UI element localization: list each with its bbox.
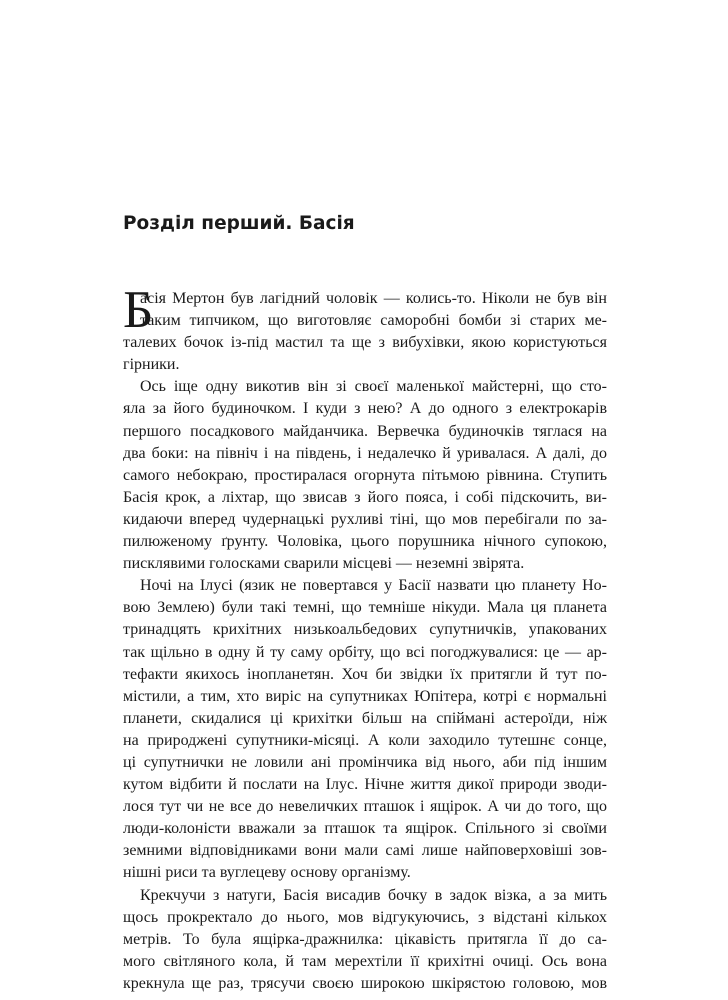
text-line: таким типчиком, що виготовляє саморобні бомби зі старих ме- (140, 312, 607, 330)
text-line: першого посадкового майданчика. Вервечка будиночків тяглася на (123, 422, 607, 440)
text-line: вою Землею) були такі темні, що темніше нікуди. Мала ця планета (123, 599, 607, 617)
text-line: містили, а тим, хто виріс на супутниках Юпітера, котрі є нормальні (123, 687, 607, 705)
text-line: гірники. (123, 356, 180, 374)
chapter-title: Розділ перший. Басія (123, 213, 355, 234)
text-line: кидаючи вперед чудернацькі рухливі тіні, що мов перебігали по за- (123, 510, 607, 528)
text-line: яла за його будиночком. І куди з нею? А до одного з електрокарів (123, 400, 607, 418)
text-line: Крекчучи з натуги, Басія висадив бочку в задок візка, а за мить (140, 886, 607, 904)
text-line: кутом відбити й послати на Ілус. Нічне життя дикої природи зводи- (123, 776, 607, 794)
text-line: земними відповідниками вони мали самі лише найповерховіші зов- (123, 842, 607, 860)
text-line: Ночі на Ілусі (язик не повертався у Басії назвати цю планету Но- (140, 577, 607, 595)
text-line: Басія крок, а ліхтар, що звисав з його пояса, і собі підскочить, ви- (123, 488, 607, 506)
text-line: пилюженому ґрунту. Чоловіка, цього порушника нічного супокою, (123, 533, 607, 551)
text-line: метрів. То була ящірка-дражнилка: цікавість притягла її до са- (123, 930, 607, 948)
text-line: самого небокраю, простиралася огорнута пітьмою рівнина. Ступить (123, 466, 607, 484)
text-line: так щільно в одну й ту саму орбіту, що всі погоджувалися: це — ар- (123, 643, 607, 661)
text-line: крекнула ще раз, трясучи своєю широкою шкірястою головою, мов (123, 974, 607, 992)
text-line: планети, скидалися ці крихітки більш на спіймані астероїди, ніж (123, 709, 607, 727)
text-line: ці супутнички не ловили ані промінчика від нього, аби під іншим (123, 753, 607, 771)
text-line: нішні риси та вуглецеву основу організму. (123, 864, 411, 882)
text-line: люди-колоністи вважали за пташок та ящірок. Спільного зі своїми (123, 820, 607, 838)
text-line: писклявими голосками сварили місцеві — неземні звірята. (123, 555, 525, 573)
text-line: лося тут чи не все до невеличких пташок і ящірок. А чи до того, що (123, 798, 607, 816)
text-line: тефакти якихось інопланетян. Хоч би звідки їх притягли й тут по- (123, 665, 607, 683)
text-line: мого світляного кола, й там мерехтіли її крихітні очиці. Ось вона (123, 952, 607, 970)
text-line: талевих бочок із-під мастил та ще з вибухівки, якою користуються (123, 334, 607, 352)
text-line: тринадцять крихітних низькоальбедових супутничків, упакованих (123, 621, 607, 639)
text-line: щось прокректало до нього, мов відгукуючись, з відстані кількох (123, 908, 607, 926)
text-line: на природжені супутники-місяці. А коли заходило тутешнє сонце, (123, 731, 607, 749)
drop-cap: Б (123, 281, 154, 339)
text-line: Ось іще одну викотив він зі своєї маленької майстерні, що сто- (140, 378, 607, 396)
text-line: асія Мертон був лагідний чоловік — колись-то. Ніколи не був він (140, 290, 607, 307)
text-line: два боки: на північ і на південь, і недалечко й уривалася. А далі, до (123, 444, 607, 462)
chapter-body (123, 281, 607, 995)
